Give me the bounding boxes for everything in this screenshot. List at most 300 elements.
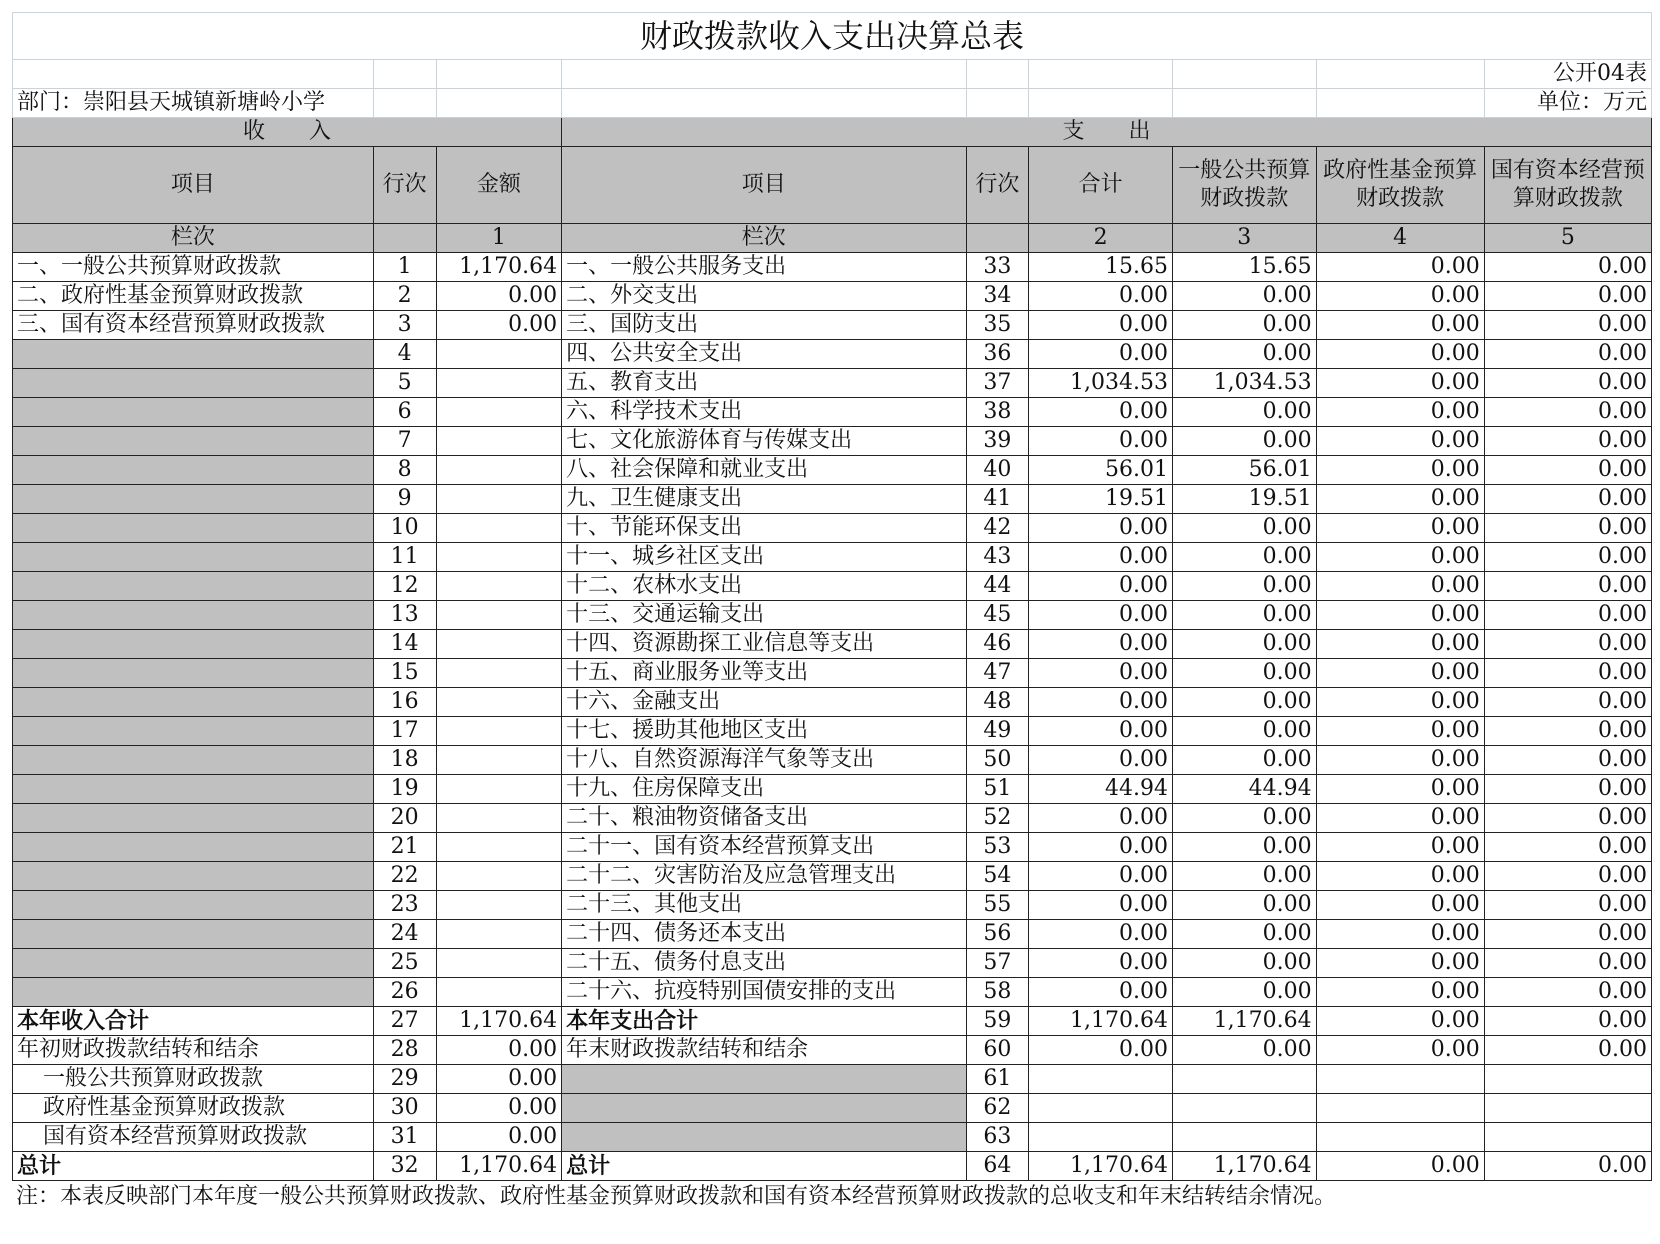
expense-total: 0.00 bbox=[1029, 572, 1173, 601]
table-row bbox=[13, 427, 1652, 456]
expense-gov-fund: 0.00 bbox=[1316, 601, 1484, 630]
table-row bbox=[13, 340, 1652, 369]
income-row-no: 7 bbox=[373, 427, 436, 456]
expense-state-capital: 0.00 bbox=[1484, 1007, 1651, 1036]
income-amount bbox=[436, 891, 562, 920]
expense-gov-fund: 0.00 bbox=[1316, 775, 1484, 804]
income-row-no: 21 bbox=[373, 833, 436, 862]
expense-gov-fund: 0.00 bbox=[1316, 1007, 1484, 1036]
col-state-capital: 国有资本经营预算财政拨款 bbox=[1484, 147, 1651, 224]
expense-total bbox=[1029, 1065, 1173, 1094]
table-row bbox=[13, 688, 1652, 717]
income-row-no: 12 bbox=[373, 572, 436, 601]
table-row bbox=[13, 1094, 1652, 1123]
expense-item: 二、外交支出 bbox=[562, 282, 966, 311]
expense-state-capital: 0.00 bbox=[1484, 688, 1651, 717]
expense-row-no: 63 bbox=[966, 1123, 1029, 1152]
income-row-no: 27 bbox=[373, 1007, 436, 1036]
table-row bbox=[13, 862, 1652, 891]
expense-state-capital: 0.00 bbox=[1484, 891, 1651, 920]
unit-label: 单位：万元 bbox=[1484, 89, 1651, 118]
expense-item: 三、国防支出 bbox=[562, 311, 966, 340]
expense-row-no: 59 bbox=[966, 1007, 1029, 1036]
expense-row-no: 57 bbox=[966, 949, 1029, 978]
expense-item: 一、一般公共服务支出 bbox=[562, 253, 966, 282]
expense-gov-fund: 0.00 bbox=[1316, 543, 1484, 572]
income-row-no: 32 bbox=[373, 1152, 436, 1181]
expense-item: 六、科学技术支出 bbox=[562, 398, 966, 427]
expense-general: 0.00 bbox=[1172, 514, 1316, 543]
income-amount bbox=[436, 427, 562, 456]
income-item: 政府性基金预算财政拨款 bbox=[13, 1094, 374, 1123]
income-amount bbox=[436, 572, 562, 601]
expense-header: 支 出 bbox=[562, 118, 1652, 147]
income-row-no: 8 bbox=[373, 456, 436, 485]
expense-item bbox=[562, 1094, 966, 1123]
expense-state-capital: 0.00 bbox=[1484, 369, 1651, 398]
expense-state-capital: 0.00 bbox=[1484, 746, 1651, 775]
expense-row-no: 50 bbox=[966, 746, 1029, 775]
income-amount: 0.00 bbox=[436, 311, 562, 340]
expense-general: 0.00 bbox=[1172, 717, 1316, 746]
expense-total: 0.00 bbox=[1029, 543, 1173, 572]
col-income-row-no: 行次 bbox=[373, 147, 436, 224]
expense-state-capital: 0.00 bbox=[1484, 659, 1651, 688]
expense-state-capital: 0.00 bbox=[1484, 804, 1651, 833]
expense-gov-fund: 0.00 bbox=[1316, 630, 1484, 659]
table-row bbox=[13, 398, 1652, 427]
income-item: 年初财政拨款结转和结余 bbox=[13, 1036, 374, 1065]
income-item bbox=[13, 833, 374, 862]
expense-general: 0.00 bbox=[1172, 833, 1316, 862]
expense-gov-fund: 0.00 bbox=[1316, 717, 1484, 746]
income-row-no: 14 bbox=[373, 630, 436, 659]
income-row-no: 31 bbox=[373, 1123, 436, 1152]
table-row bbox=[13, 775, 1652, 804]
expense-total bbox=[1029, 1094, 1173, 1123]
expense-total: 0.00 bbox=[1029, 717, 1173, 746]
income-item bbox=[13, 485, 374, 514]
expense-row-no: 51 bbox=[966, 775, 1029, 804]
expense-general: 0.00 bbox=[1172, 891, 1316, 920]
column-index: 2 bbox=[1029, 224, 1173, 253]
expense-gov-fund: 0.00 bbox=[1316, 572, 1484, 601]
expense-row-no: 60 bbox=[966, 1036, 1029, 1065]
table-row bbox=[13, 456, 1652, 485]
expense-general: 0.00 bbox=[1172, 601, 1316, 630]
income-amount bbox=[436, 688, 562, 717]
expense-gov-fund: 0.00 bbox=[1316, 1036, 1484, 1065]
expense-item: 十、节能环保支出 bbox=[562, 514, 966, 543]
expense-row-no: 52 bbox=[966, 804, 1029, 833]
income-amount: 1,170.64 bbox=[436, 1007, 562, 1036]
expense-total: 0.00 bbox=[1029, 659, 1173, 688]
expense-item: 十一、城乡社区支出 bbox=[562, 543, 966, 572]
expense-general: 0.00 bbox=[1172, 978, 1316, 1007]
income-item: 国有资本经营预算财政拨款 bbox=[13, 1123, 374, 1152]
expense-item: 二十、粮油物资储备支出 bbox=[562, 804, 966, 833]
table-row bbox=[13, 1065, 1652, 1094]
income-item bbox=[13, 891, 374, 920]
expense-total: 15.65 bbox=[1029, 253, 1173, 282]
expense-item: 十二、农林水支出 bbox=[562, 572, 966, 601]
income-item bbox=[13, 601, 374, 630]
expense-general: 1,170.64 bbox=[1172, 1007, 1316, 1036]
income-row-no: 29 bbox=[373, 1065, 436, 1094]
income-item: 一般公共预算财政拨款 bbox=[13, 1065, 374, 1094]
expense-general: 0.00 bbox=[1172, 630, 1316, 659]
expense-item bbox=[562, 1065, 966, 1094]
expense-row-no: 64 bbox=[966, 1152, 1029, 1181]
expense-total: 1,034.53 bbox=[1029, 369, 1173, 398]
expense-row-no: 61 bbox=[966, 1065, 1029, 1094]
expense-row-no: 44 bbox=[966, 572, 1029, 601]
expense-total: 0.00 bbox=[1029, 427, 1173, 456]
expense-general: 0.00 bbox=[1172, 688, 1316, 717]
expense-gov-fund: 0.00 bbox=[1316, 485, 1484, 514]
expense-gov-fund: 0.00 bbox=[1316, 688, 1484, 717]
income-amount bbox=[436, 630, 562, 659]
expense-gov-fund: 0.00 bbox=[1316, 340, 1484, 369]
expense-total: 0.00 bbox=[1029, 920, 1173, 949]
income-item bbox=[13, 949, 374, 978]
expense-general: 0.00 bbox=[1172, 543, 1316, 572]
expense-total: 44.94 bbox=[1029, 775, 1173, 804]
table-row bbox=[13, 485, 1652, 514]
expense-total: 0.00 bbox=[1029, 630, 1173, 659]
expense-state-capital: 0.00 bbox=[1484, 543, 1651, 572]
income-amount bbox=[436, 978, 562, 1007]
expense-total: 0.00 bbox=[1029, 514, 1173, 543]
expense-gov-fund bbox=[1316, 1123, 1484, 1152]
income-amount bbox=[436, 804, 562, 833]
income-row-no: 28 bbox=[373, 1036, 436, 1065]
income-item bbox=[13, 630, 374, 659]
income-amount: 0.00 bbox=[436, 1036, 562, 1065]
col-expense-row-no: 行次 bbox=[966, 147, 1029, 224]
expense-gov-fund: 0.00 bbox=[1316, 862, 1484, 891]
expense-gov-fund: 0.00 bbox=[1316, 978, 1484, 1007]
income-row-no: 22 bbox=[373, 862, 436, 891]
expense-gov-fund: 0.00 bbox=[1316, 514, 1484, 543]
expense-total bbox=[1029, 1123, 1173, 1152]
income-amount bbox=[436, 514, 562, 543]
expense-gov-fund: 0.00 bbox=[1316, 1152, 1484, 1181]
income-amount bbox=[436, 398, 562, 427]
expense-total: 0.00 bbox=[1029, 282, 1173, 311]
income-row-no: 20 bbox=[373, 804, 436, 833]
expense-row-no: 40 bbox=[966, 456, 1029, 485]
expense-total: 0.00 bbox=[1029, 862, 1173, 891]
expense-general: 1,034.53 bbox=[1172, 369, 1316, 398]
expense-state-capital: 0.00 bbox=[1484, 253, 1651, 282]
expense-gov-fund bbox=[1316, 1094, 1484, 1123]
department-label: 部门：崇阳县天城镇新塘岭小学 bbox=[13, 89, 374, 118]
expense-state-capital bbox=[1484, 1065, 1651, 1094]
expense-row-no: 33 bbox=[966, 253, 1029, 282]
expense-total: 0.00 bbox=[1029, 804, 1173, 833]
expense-item: 年末财政拨款结转和结余 bbox=[562, 1036, 966, 1065]
income-amount bbox=[436, 659, 562, 688]
expense-state-capital: 0.00 bbox=[1484, 630, 1651, 659]
income-item bbox=[13, 514, 374, 543]
expense-gov-fund: 0.00 bbox=[1316, 949, 1484, 978]
expense-gov-fund: 0.00 bbox=[1316, 311, 1484, 340]
expense-state-capital: 0.00 bbox=[1484, 1036, 1651, 1065]
table-row bbox=[13, 746, 1652, 775]
expense-state-capital: 0.00 bbox=[1484, 572, 1651, 601]
expense-general: 0.00 bbox=[1172, 311, 1316, 340]
column-index: 3 bbox=[1172, 224, 1316, 253]
column-index: 1 bbox=[436, 224, 562, 253]
expense-general: 0.00 bbox=[1172, 340, 1316, 369]
expense-total: 0.00 bbox=[1029, 688, 1173, 717]
expense-total: 0.00 bbox=[1029, 833, 1173, 862]
expense-state-capital: 0.00 bbox=[1484, 920, 1651, 949]
income-row-no: 3 bbox=[373, 311, 436, 340]
income-amount: 0.00 bbox=[436, 282, 562, 311]
expense-total: 0.00 bbox=[1029, 1036, 1173, 1065]
expense-row-no: 39 bbox=[966, 427, 1029, 456]
income-amount bbox=[436, 833, 562, 862]
expense-gov-fund: 0.00 bbox=[1316, 804, 1484, 833]
table-row bbox=[13, 601, 1652, 630]
column-index: 5 bbox=[1484, 224, 1651, 253]
expense-general: 0.00 bbox=[1172, 398, 1316, 427]
expense-item: 八、社会保障和就业支出 bbox=[562, 456, 966, 485]
income-amount bbox=[436, 485, 562, 514]
expense-row-no: 42 bbox=[966, 514, 1029, 543]
income-row-no: 4 bbox=[373, 340, 436, 369]
expense-gov-fund: 0.00 bbox=[1316, 746, 1484, 775]
income-item bbox=[13, 659, 374, 688]
income-row-no: 11 bbox=[373, 543, 436, 572]
income-header: 收 入 bbox=[13, 118, 562, 147]
income-row-no: 5 bbox=[373, 369, 436, 398]
income-amount bbox=[436, 920, 562, 949]
table-title: 财政拨款收入支出决算总表 bbox=[13, 13, 1652, 60]
expense-state-capital bbox=[1484, 1094, 1651, 1123]
expense-item: 二十三、其他支出 bbox=[562, 891, 966, 920]
table-row bbox=[13, 572, 1652, 601]
budget-summary-table bbox=[12, 12, 1652, 1181]
expense-gov-fund: 0.00 bbox=[1316, 920, 1484, 949]
income-row-no: 13 bbox=[373, 601, 436, 630]
expense-row-no: 47 bbox=[966, 659, 1029, 688]
expense-item: 十三、交通运输支出 bbox=[562, 601, 966, 630]
table-row bbox=[13, 311, 1652, 340]
spreadsheet bbox=[12, 12, 1652, 1213]
expense-gov-fund: 0.00 bbox=[1316, 833, 1484, 862]
table-row bbox=[13, 804, 1652, 833]
expense-gov-fund: 0.00 bbox=[1316, 456, 1484, 485]
expense-total: 0.00 bbox=[1029, 891, 1173, 920]
table-row bbox=[13, 282, 1652, 311]
expense-total: 0.00 bbox=[1029, 949, 1173, 978]
table-row bbox=[13, 978, 1652, 1007]
income-amount: 0.00 bbox=[436, 1065, 562, 1094]
expense-item: 九、卫生健康支出 bbox=[562, 485, 966, 514]
income-row-no: 26 bbox=[373, 978, 436, 1007]
col-total: 合计 bbox=[1029, 147, 1173, 224]
income-item bbox=[13, 746, 374, 775]
column-index-label: 栏次 bbox=[13, 224, 374, 253]
expense-item: 二十五、债务付息支出 bbox=[562, 949, 966, 978]
table-row bbox=[13, 949, 1652, 978]
income-item: 本年收入合计 bbox=[13, 1007, 374, 1036]
expense-general: 0.00 bbox=[1172, 862, 1316, 891]
expense-item: 二十四、债务还本支出 bbox=[562, 920, 966, 949]
expense-item: 十七、援助其他地区支出 bbox=[562, 717, 966, 746]
expense-state-capital: 0.00 bbox=[1484, 833, 1651, 862]
table-row bbox=[13, 833, 1652, 862]
table-row bbox=[13, 1007, 1652, 1036]
income-row-no: 16 bbox=[373, 688, 436, 717]
expense-item: 七、文化旅游体育与传媒支出 bbox=[562, 427, 966, 456]
column-index: 4 bbox=[1316, 224, 1484, 253]
table-row bbox=[13, 514, 1652, 543]
income-amount bbox=[436, 862, 562, 891]
income-item bbox=[13, 340, 374, 369]
expense-total: 0.00 bbox=[1029, 398, 1173, 427]
table-row bbox=[13, 253, 1652, 282]
expense-state-capital: 0.00 bbox=[1484, 282, 1651, 311]
expense-general: 1,170.64 bbox=[1172, 1152, 1316, 1181]
income-row-no: 19 bbox=[373, 775, 436, 804]
expense-gov-fund: 0.00 bbox=[1316, 891, 1484, 920]
income-item bbox=[13, 572, 374, 601]
table-row bbox=[13, 891, 1652, 920]
income-amount: 1,170.64 bbox=[436, 1152, 562, 1181]
expense-general: 56.01 bbox=[1172, 456, 1316, 485]
table-row bbox=[13, 920, 1652, 949]
footnote: 注：本表反映部门本年度一般公共预算财政拨款、政府性基金预算财政拨款和国有资本经营预算财政拨款的总收支和年末结转结余情况。 bbox=[16, 1184, 1337, 1209]
expense-gov-fund: 0.00 bbox=[1316, 398, 1484, 427]
income-item bbox=[13, 543, 374, 572]
income-item bbox=[13, 804, 374, 833]
expense-item: 十五、商业服务业等支出 bbox=[562, 659, 966, 688]
expense-row-no: 45 bbox=[966, 601, 1029, 630]
expense-row-no: 58 bbox=[966, 978, 1029, 1007]
expense-state-capital: 0.00 bbox=[1484, 775, 1651, 804]
table-row bbox=[13, 1123, 1652, 1152]
form-code: 公开04表 bbox=[1484, 60, 1651, 89]
col-income-amount: 金额 bbox=[436, 147, 562, 224]
income-item bbox=[13, 920, 374, 949]
expense-item: 四、公共安全支出 bbox=[562, 340, 966, 369]
expense-state-capital: 0.00 bbox=[1484, 1152, 1651, 1181]
expense-item: 十八、自然资源海洋气象等支出 bbox=[562, 746, 966, 775]
expense-item: 总计 bbox=[562, 1152, 966, 1181]
expense-general bbox=[1172, 1123, 1316, 1152]
expense-total: 0.00 bbox=[1029, 601, 1173, 630]
expense-row-no: 56 bbox=[966, 920, 1029, 949]
income-row-no: 6 bbox=[373, 398, 436, 427]
expense-row-no: 36 bbox=[966, 340, 1029, 369]
income-item bbox=[13, 456, 374, 485]
expense-total: 0.00 bbox=[1029, 311, 1173, 340]
expense-row-no: 43 bbox=[966, 543, 1029, 572]
table-row bbox=[13, 543, 1652, 572]
income-amount bbox=[436, 746, 562, 775]
expense-row-no: 38 bbox=[966, 398, 1029, 427]
expense-row-no: 53 bbox=[966, 833, 1029, 862]
expense-gov-fund: 0.00 bbox=[1316, 253, 1484, 282]
expense-general bbox=[1172, 1094, 1316, 1123]
expense-gov-fund: 0.00 bbox=[1316, 369, 1484, 398]
expense-row-no: 49 bbox=[966, 717, 1029, 746]
income-amount bbox=[436, 543, 562, 572]
expense-item: 二十二、灾害防治及应急管理支出 bbox=[562, 862, 966, 891]
expense-total: 1,170.64 bbox=[1029, 1007, 1173, 1036]
expense-general: 44.94 bbox=[1172, 775, 1316, 804]
expense-item bbox=[562, 1123, 966, 1152]
income-row-no: 24 bbox=[373, 920, 436, 949]
expense-general: 19.51 bbox=[1172, 485, 1316, 514]
income-amount bbox=[436, 369, 562, 398]
expense-item: 十四、资源勘探工业信息等支出 bbox=[562, 630, 966, 659]
income-amount bbox=[436, 949, 562, 978]
expense-total: 56.01 bbox=[1029, 456, 1173, 485]
expense-state-capital: 0.00 bbox=[1484, 514, 1651, 543]
expense-general: 15.65 bbox=[1172, 253, 1316, 282]
expense-total: 0.00 bbox=[1029, 746, 1173, 775]
expense-total: 0.00 bbox=[1029, 340, 1173, 369]
expense-row-no: 54 bbox=[966, 862, 1029, 891]
expense-item: 二十一、国有资本经营预算支出 bbox=[562, 833, 966, 862]
expense-general: 0.00 bbox=[1172, 920, 1316, 949]
column-index-label: 栏次 bbox=[562, 224, 966, 253]
income-row-no: 18 bbox=[373, 746, 436, 775]
expense-general: 0.00 bbox=[1172, 427, 1316, 456]
income-amount: 0.00 bbox=[436, 1123, 562, 1152]
income-amount bbox=[436, 340, 562, 369]
expense-row-no: 62 bbox=[966, 1094, 1029, 1123]
expense-general: 0.00 bbox=[1172, 282, 1316, 311]
income-amount bbox=[436, 717, 562, 746]
table-row bbox=[13, 1036, 1652, 1065]
income-item: 一、一般公共预算财政拨款 bbox=[13, 253, 374, 282]
income-item bbox=[13, 775, 374, 804]
expense-item: 五、教育支出 bbox=[562, 369, 966, 398]
expense-state-capital: 0.00 bbox=[1484, 427, 1651, 456]
income-row-no: 23 bbox=[373, 891, 436, 920]
income-item bbox=[13, 398, 374, 427]
income-item: 总计 bbox=[13, 1152, 374, 1181]
expense-total: 0.00 bbox=[1029, 978, 1173, 1007]
expense-state-capital: 0.00 bbox=[1484, 862, 1651, 891]
expense-item: 二十六、抗疫特别国债安排的支出 bbox=[562, 978, 966, 1007]
expense-state-capital: 0.00 bbox=[1484, 311, 1651, 340]
income-row-no: 15 bbox=[373, 659, 436, 688]
income-amount bbox=[436, 601, 562, 630]
expense-state-capital: 0.00 bbox=[1484, 949, 1651, 978]
expense-state-capital: 0.00 bbox=[1484, 978, 1651, 1007]
table-row bbox=[13, 717, 1652, 746]
expense-row-no: 37 bbox=[966, 369, 1029, 398]
expense-state-capital: 0.00 bbox=[1484, 340, 1651, 369]
expense-state-capital bbox=[1484, 1123, 1651, 1152]
income-amount bbox=[436, 456, 562, 485]
expense-state-capital: 0.00 bbox=[1484, 398, 1651, 427]
expense-gov-fund: 0.00 bbox=[1316, 427, 1484, 456]
income-item bbox=[13, 717, 374, 746]
income-row-no: 1 bbox=[373, 253, 436, 282]
income-item bbox=[13, 688, 374, 717]
expense-item: 十九、住房保障支出 bbox=[562, 775, 966, 804]
expense-row-no: 41 bbox=[966, 485, 1029, 514]
table-row bbox=[13, 630, 1652, 659]
